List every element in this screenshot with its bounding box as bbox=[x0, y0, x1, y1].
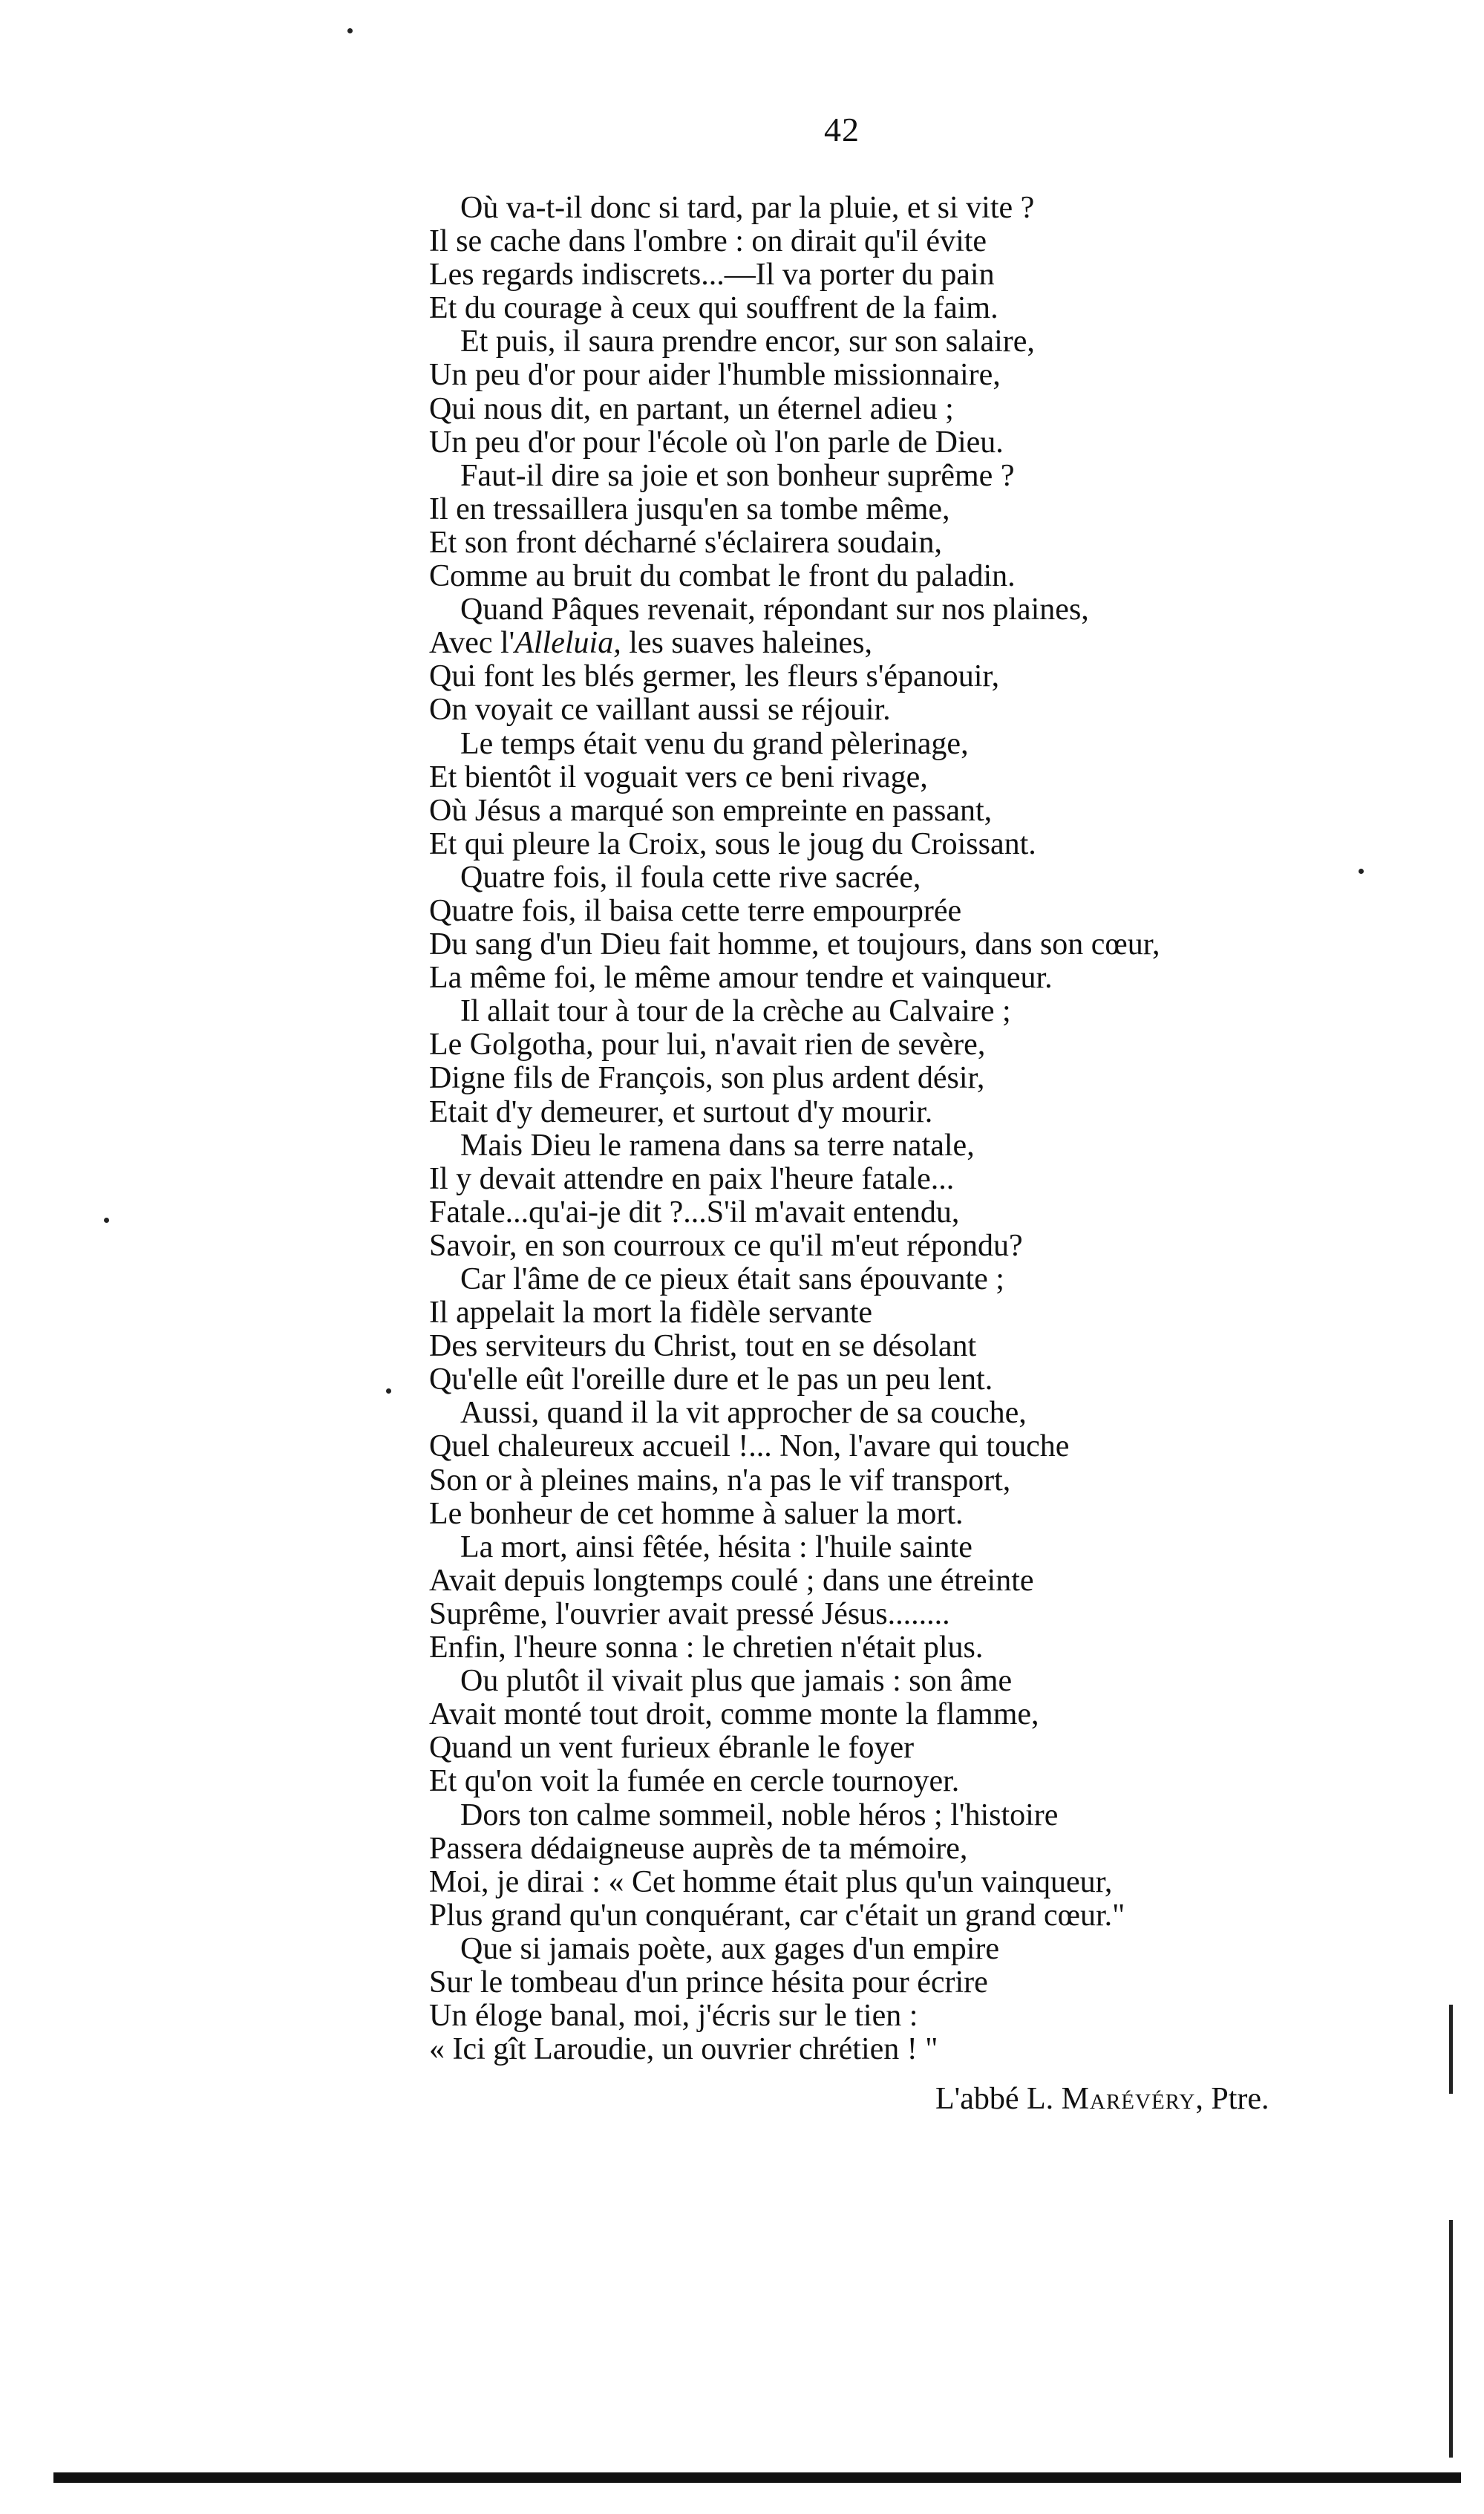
poem-line bbox=[429, 1598, 1394, 1631]
poem-body bbox=[429, 192, 1394, 2066]
line-text: Il allait tour à tour de la crèche au Calvaire ; bbox=[460, 994, 1011, 1029]
page-number: 42 bbox=[824, 111, 860, 148]
poem-line bbox=[429, 1230, 1394, 1263]
line-text: Un peu d'or pour l'école où l'on parle de Dieu. bbox=[429, 425, 1004, 460]
line-text: Un éloge banal, moi, j'écris sur le tien : bbox=[429, 1999, 918, 2034]
line-text: Il appelait la mort la fidèle servante bbox=[429, 1296, 873, 1331]
line-text: Les regards indiscrets...—Il va porter du pain bbox=[429, 258, 995, 293]
margin-mark bbox=[1449, 2220, 1453, 2458]
signature-suffix: , Ptre. bbox=[1195, 2082, 1269, 2116]
poem-line bbox=[429, 627, 1394, 660]
line-text: Quatre fois, il baisa cette terre empourprée bbox=[429, 893, 962, 928]
line-text: Faut-il dire sa joie et son bonheur suprême ? bbox=[460, 458, 1015, 493]
poem-line bbox=[429, 1631, 1394, 1665]
poem-line bbox=[429, 393, 1394, 426]
line-text: Et qui pleure la Croix, sous le joug du Croissant. bbox=[429, 826, 1036, 861]
poem-line bbox=[429, 1933, 1394, 1966]
paper-speck bbox=[386, 1388, 391, 1394]
poem-line bbox=[429, 1564, 1394, 1598]
line-text: Qu'elle eût l'oreille dure et le pas un peu lent. bbox=[429, 1362, 993, 1397]
poem-line bbox=[429, 1430, 1394, 1463]
poem-line bbox=[429, 1966, 1394, 1999]
poem-line bbox=[429, 560, 1394, 593]
poem-line bbox=[429, 1731, 1394, 1765]
line-text: Dors ton calme sommeil, noble héros ; l'histoire bbox=[460, 1798, 1059, 1832]
line-text: Il y devait attendre en paix l'heure fatale... bbox=[429, 1161, 955, 1196]
poem-line bbox=[429, 1464, 1394, 1498]
poem-line bbox=[429, 1196, 1394, 1230]
poem-line bbox=[429, 895, 1394, 928]
line-text: Un peu d'or pour aider l'humble missionnaire, bbox=[429, 358, 1001, 393]
poem-line bbox=[429, 1999, 1394, 2033]
poem-line bbox=[429, 1096, 1394, 1129]
line-text: Avait monté tout droit, comme monte la flamme, bbox=[429, 1697, 1039, 1732]
line-text: La mort, ainsi fêtée, hésita : l'huile sainte bbox=[460, 1529, 973, 1564]
poem-line bbox=[429, 1498, 1394, 1531]
line-text: Et qu'on voit la fumée en cercle tournoyer. bbox=[429, 1764, 960, 1799]
line-text: Et du courage à ceux qui souffrent de la faim. bbox=[429, 291, 998, 326]
poem-line bbox=[429, 1028, 1394, 1062]
poem-line bbox=[429, 1296, 1394, 1330]
poem-line bbox=[429, 1062, 1394, 1095]
poem-line bbox=[429, 861, 1394, 895]
poem-line bbox=[429, 258, 1394, 292]
poem-line bbox=[429, 794, 1394, 828]
poem-line bbox=[429, 1866, 1394, 1899]
line-text: On voyait ce vaillant aussi se réjouir. bbox=[429, 693, 891, 728]
line-text: Fatale...qu'ai-je dit ?...S'il m'avait entendu, bbox=[429, 1195, 960, 1230]
poem-line bbox=[429, 426, 1394, 460]
line-text: Et son front décharné s'éclairera soudain, bbox=[429, 525, 942, 560]
poem-line bbox=[429, 928, 1394, 961]
line-text: Et bientôt il voguait vers ce beni rivage, bbox=[429, 760, 928, 794]
poem-line bbox=[429, 761, 1394, 794]
poem-line bbox=[429, 1163, 1394, 1196]
line-text: Quatre fois, il foula cette rive sacrée, bbox=[460, 860, 921, 895]
poem-line bbox=[429, 961, 1394, 995]
poem-line bbox=[429, 2033, 1394, 2066]
line-text: Quel chaleureux accueil !... Non, l'avare qui touche bbox=[429, 1429, 1070, 1464]
poem-line bbox=[429, 1330, 1394, 1363]
poem-line bbox=[429, 995, 1394, 1028]
poem-line bbox=[429, 225, 1394, 258]
line-text: Car l'âme de ce pieux était sans épouvante ; bbox=[460, 1262, 1004, 1296]
line-text: Que si jamais poète, aux gages d'un empire bbox=[460, 1931, 1000, 1966]
line-text: Avec l' bbox=[429, 626, 515, 661]
line-text: Il se cache dans l'ombre : on dirait qu'il évite bbox=[429, 224, 987, 259]
poem-line bbox=[429, 1765, 1394, 1798]
margin-mark bbox=[1449, 2005, 1453, 2094]
poem-line bbox=[429, 1397, 1394, 1430]
poem-line bbox=[429, 325, 1394, 359]
line-text: Qui font les blés germer, les fleurs s'épanouir, bbox=[429, 659, 1000, 694]
line-text: Ou plutôt il vivait plus que jamais : son âme bbox=[460, 1664, 1013, 1699]
poem-line bbox=[429, 1799, 1394, 1832]
poem-line bbox=[429, 1263, 1394, 1296]
line-text: Des serviteurs du Christ, tout en se désolant bbox=[429, 1329, 977, 1364]
paper-speck bbox=[104, 1218, 109, 1223]
line-text: Quand Pâques revenait, répondant sur nos plaines, bbox=[460, 592, 1089, 627]
paper-speck bbox=[1359, 869, 1364, 874]
line-text: Son or à pleines mains, n'a pas le vif transport, bbox=[429, 1463, 1011, 1498]
line-text-after: les suaves haleines, bbox=[621, 626, 872, 661]
line-text: Qui nous dit, en partant, un éternel adieu ; bbox=[429, 391, 954, 426]
poem-line bbox=[429, 493, 1394, 526]
line-text: Il en tressaillera jusqu'en sa tombe même, bbox=[429, 492, 950, 526]
poem-line bbox=[429, 526, 1394, 560]
line-text: Digne fils de François, son plus ardent désir, bbox=[429, 1061, 985, 1096]
line-text: La même foi, le même amour tendre et vainqueur. bbox=[429, 961, 1053, 996]
line-text: Moi, je dirai : « Cet homme était plus qu'un vainqueur, bbox=[429, 1864, 1113, 1899]
poem-line bbox=[429, 1698, 1394, 1731]
line-text: Où va-t-il donc si tard, par la pluie, et si vite ? bbox=[460, 191, 1035, 225]
poem-line bbox=[429, 1129, 1394, 1163]
bottom-rule bbox=[53, 2472, 1461, 2483]
line-text: Le bonheur de cet homme à saluer la mort. bbox=[429, 1496, 964, 1531]
line-italic-text: Alleluia, bbox=[514, 626, 621, 661]
poem-line bbox=[429, 1899, 1394, 1933]
paper-speck bbox=[347, 28, 353, 33]
line-text: Mais Dieu le ramena dans sa terre natale, bbox=[460, 1128, 975, 1163]
line-text: Aussi, quand il la vit approcher de sa couche, bbox=[460, 1396, 1027, 1431]
poem-line bbox=[429, 693, 1394, 727]
line-text: Plus grand qu'un conquérant, car c'était un grand cœur." bbox=[429, 1898, 1125, 1933]
line-text: Et puis, il saura prendre encor, sur son salaire, bbox=[460, 324, 1035, 359]
signature-prefix: L'abbé L. bbox=[935, 2082, 1062, 2116]
poem-line bbox=[429, 1665, 1394, 1698]
line-text: Où Jésus a marqué son empreinte en passant, bbox=[429, 793, 993, 828]
line-text: « Ici gît Laroudie, un ouvrier chrétien ! " bbox=[429, 2032, 938, 2067]
line-text: Le Golgotha, pour lui, n'avait rien de sevère, bbox=[429, 1028, 986, 1062]
line-text: Sur le tombeau d'un prince hésita pour écrire bbox=[429, 1965, 988, 1999]
poem-line bbox=[429, 1531, 1394, 1564]
signature bbox=[935, 2082, 1269, 2116]
poem-line bbox=[429, 192, 1394, 225]
line-text: Avait depuis longtemps coulé ; dans une étreinte bbox=[429, 1563, 1034, 1598]
line-text: Enfin, l'heure sonna : le chretien n'était plus. bbox=[429, 1630, 984, 1665]
poem-line bbox=[429, 292, 1394, 325]
signature-name: Marévéry bbox=[1061, 2082, 1196, 2116]
poem-line bbox=[429, 593, 1394, 627]
line-text: Comme au bruit du combat le front du paladin. bbox=[429, 559, 1016, 594]
line-text: Le temps était venu du grand pèlerinage, bbox=[460, 726, 969, 761]
poem-line bbox=[429, 660, 1394, 693]
line-text: Passera dédaigneuse auprès de ta mémoire, bbox=[429, 1831, 968, 1866]
poem-line bbox=[429, 728, 1394, 761]
poem-line bbox=[429, 1363, 1394, 1397]
poem-line bbox=[429, 460, 1394, 493]
line-text: Savoir, en son courroux ce qu'il m'eut répondu? bbox=[429, 1228, 1023, 1263]
poem-line bbox=[429, 1832, 1394, 1866]
poem-line bbox=[429, 828, 1394, 861]
line-text: Du sang d'un Dieu fait homme, et toujours, dans son cœur, bbox=[429, 927, 1160, 962]
line-text: Etait d'y demeurer, et surtout d'y mourir. bbox=[429, 1094, 933, 1129]
line-text: Quand un vent furieux ébranle le foyer bbox=[429, 1731, 915, 1766]
poem-line bbox=[429, 359, 1394, 392]
line-text: Suprême, l'ouvrier avait pressé Jésus........ bbox=[429, 1596, 950, 1631]
